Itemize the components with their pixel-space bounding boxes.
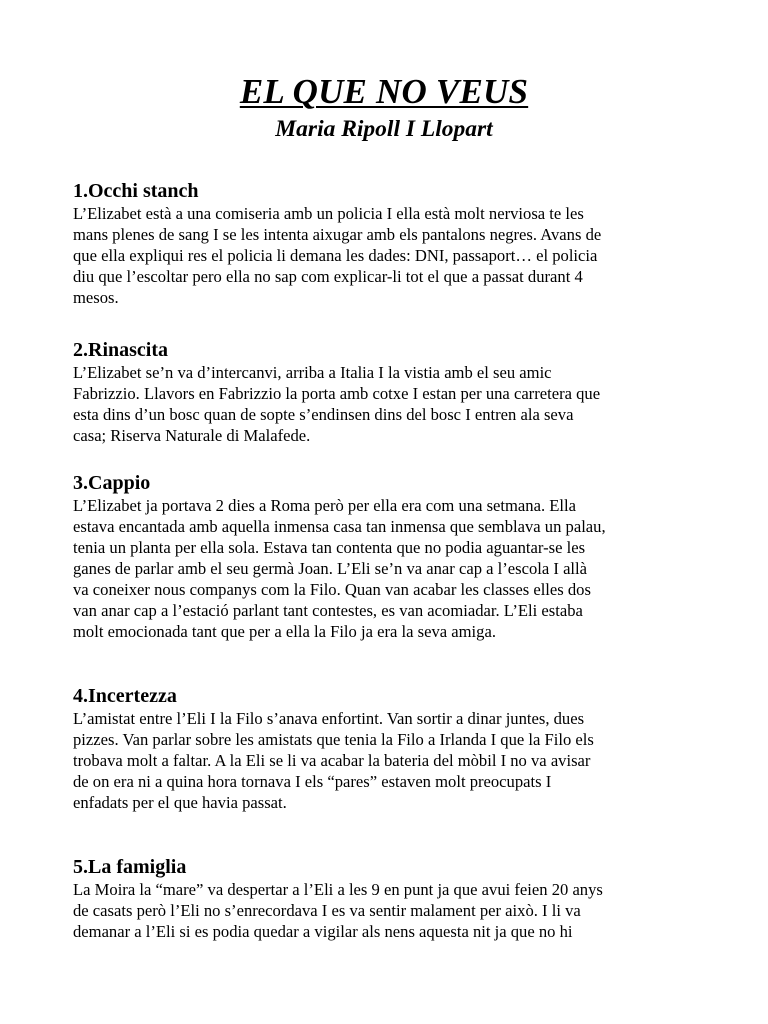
chapter-paragraph [73,362,695,446]
paragraph-line: demanar a l’Eli si es podia quedar a vigilar als nens aquesta nit ja que no hi [73,922,573,941]
chapter-heading: 1.Occhi stanch [73,180,199,202]
chapter-paragraph [73,879,695,942]
paragraph-line: estava encantada amb aquella inmensa casa tan inmensa que semblava un palau, [73,517,606,536]
paragraph-line: esta dins d’un bosc quan de sopte s’endinsen dins del bosc I entren ala seva [73,405,574,424]
paragraph-line: L’Elizabet està a una comiseria amb un policia I ella està molt nerviosa te les [73,204,584,223]
paragraph-line: Fabrizzio. Llavors en Fabrizzio la porta amb cotxe I estan per una carretera que [73,384,601,403]
chapter-paragraph [73,495,695,642]
paragraph-line: L’Elizabet se’n va d’intercanvi, arriba a Italia I la vistia amb el seu amic [73,363,552,382]
paragraph-line: L’amistat entre l’Eli I la Filo s’anava enfortint. Van sortir a dinar juntes, dues [73,709,585,728]
paragraph-line: de casats però l’Eli no s’enrecordava I es va sentir malament per això. I li va [73,901,581,920]
chapter-heading: 4.Incertezza [73,685,177,707]
paragraph-line: molt emocionada tant que per a ella la Filo ja era la seva amiga. [73,622,496,641]
chapter-section [73,179,695,308]
chapter-heading: 3.Cappio [73,472,151,494]
paragraph-line: pizzes. Van parlar sobre les amistats que tenia la Filo a Irlanda I que la Filo els [73,730,594,749]
paragraph-line: de on era ni a quina hora tornava I els “pares” estaven molt preocupats I [73,772,552,791]
paragraph-line: tenia un planta per ella sola. Estava tan contenta que no podia aguantar-se les [73,538,586,557]
chapters-container [73,179,695,942]
chapter-paragraph [73,203,695,308]
chapter-heading: 2.Rinascita [73,339,168,361]
paragraph-line: trobava molt a faltar. A la Eli se li va acabar la bateria del mòbil I no va avisar [73,751,591,770]
document-page [73,70,695,942]
paragraph-line: mesos. [73,288,119,307]
paragraph-line: diu que l’escoltar pero ella no sap com explicar-li tot el que a passat durant 4 [73,267,583,286]
chapter-paragraph [73,708,695,813]
paragraph-line: casa; Riserva Naturale di Malafede. [73,426,311,445]
paragraph-line: enfadats per el que havia passat. [73,793,287,812]
paragraph-line: La Moira la “mare” va despertar a l’Eli a les 9 en punt ja que avui feien 20 anys [73,880,603,899]
paragraph-line: ganes de parlar amb el seu germà Joan. L’Eli se’n va anar cap a l’escola I allà [73,559,588,578]
document-title: EL QUE NO VEUS [239,72,529,111]
paragraph-line: L’Elizabet ja portava 2 dies a Roma però per ella era com una setmana. Ella [73,496,576,515]
paragraph-line: mans plenes de sang I se les intenta aixugar amb els pantalons negres. Avans de [73,225,602,244]
paragraph-line: van anar cap a l’estació parlant tant contestes, es van acomiadar. L’Eli estaba [73,601,583,620]
chapter-section [73,855,695,942]
paragraph-line: que ella expliqui res el policia li demana les dades: DNI, passaport… el policia [73,246,598,265]
chapter-section [73,684,695,813]
chapter-heading: 5.La famiglia [73,856,187,878]
chapter-section [73,471,695,642]
chapter-section [73,338,695,446]
paragraph-line: va coneixer nous companys com la Filo. Quan van acabar les classes elles dos [73,580,591,599]
document-author: Maria Ripoll I Llopart [275,116,493,142]
